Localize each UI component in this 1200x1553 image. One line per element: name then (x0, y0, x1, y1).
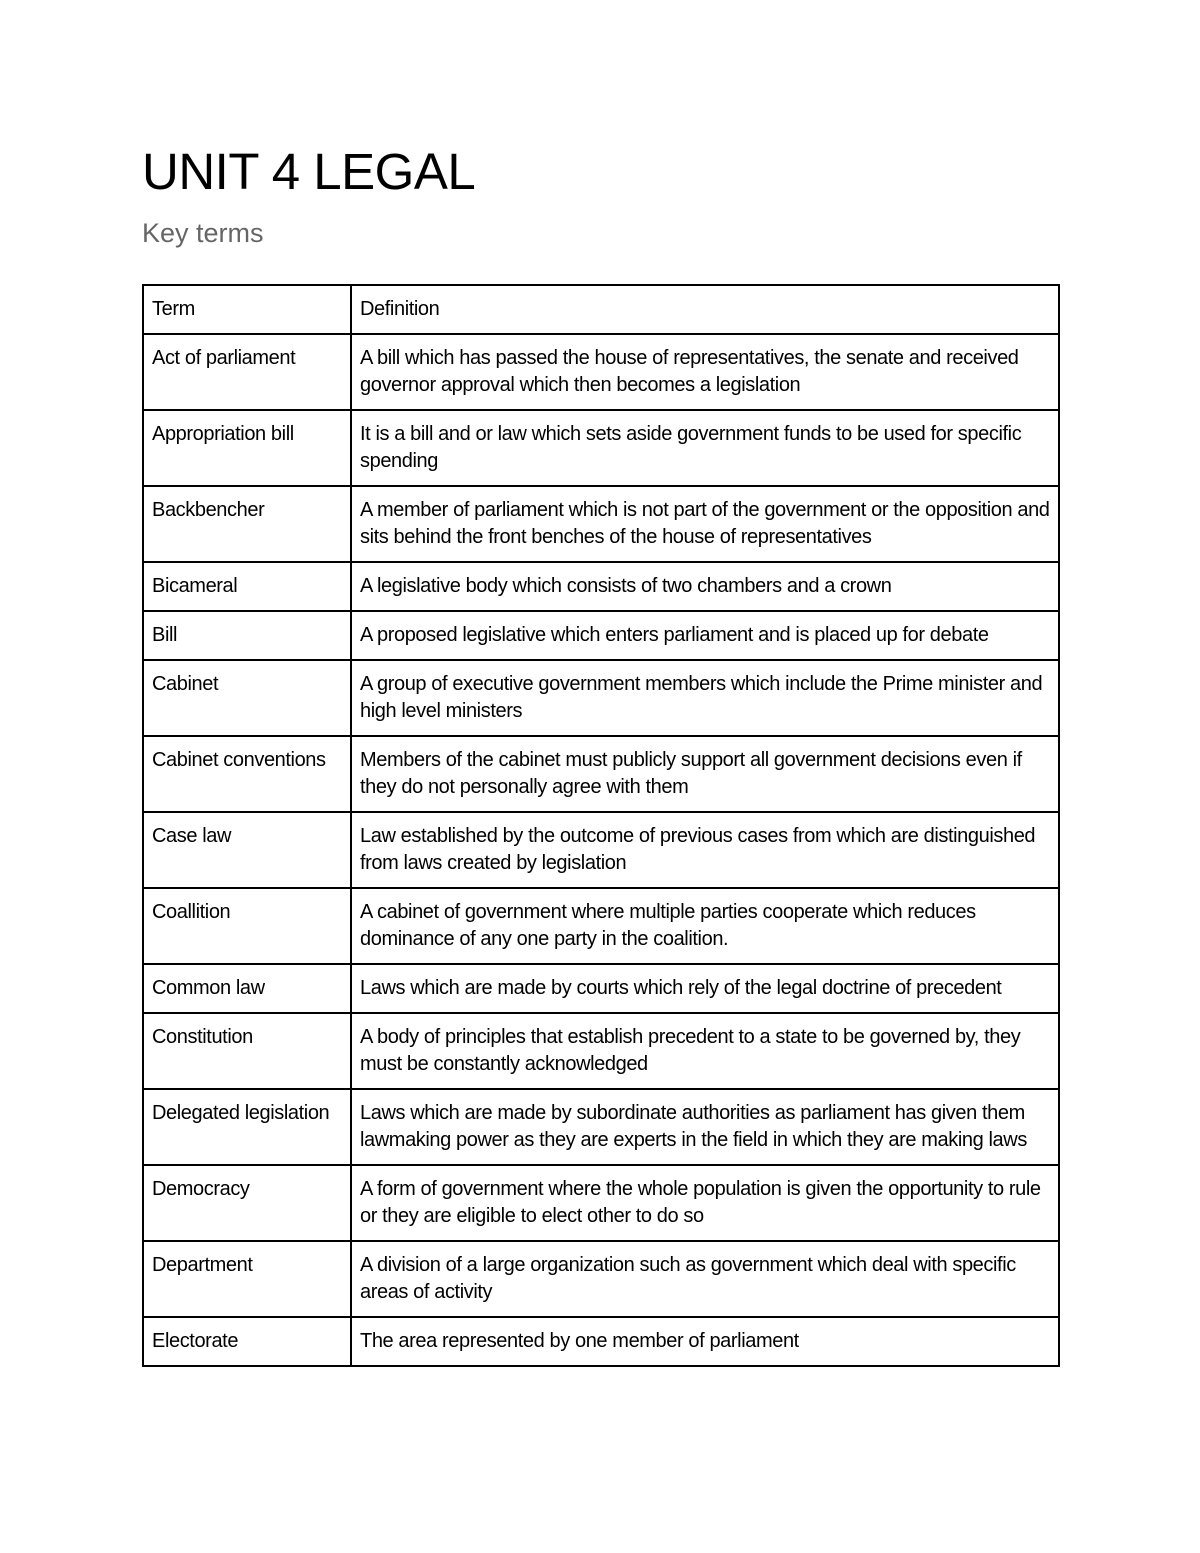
header-term: Term (143, 285, 351, 334)
term-cell: Bill (143, 611, 351, 660)
term-cell: Common law (143, 964, 351, 1013)
table-row (143, 1089, 1059, 1165)
definition-cell: A proposed legislative which enters parliament and is placed up for debate (351, 611, 1059, 660)
header-definition: Definition (351, 285, 1059, 334)
table-row (143, 410, 1059, 486)
table-row (143, 1165, 1059, 1241)
definition-cell: A member of parliament which is not part of the government or the opposition and sits behind the front benches of the house of representatives (351, 486, 1059, 562)
document-title: UNIT 4 LEGAL (142, 143, 476, 200)
term-cell: Cabinet conventions (143, 736, 351, 812)
term-cell: Coallition (143, 888, 351, 964)
table-row (143, 1013, 1059, 1089)
table-row (143, 736, 1059, 812)
table-row (143, 562, 1059, 611)
definition-cell: A legislative body which consists of two chambers and a crown (351, 562, 1059, 611)
term-cell: Appropriation bill (143, 410, 351, 486)
definition-cell: Laws which are made by courts which rely of the legal doctrine of precedent (351, 964, 1059, 1013)
term-cell: Delegated legislation (143, 1089, 351, 1165)
document-subtitle: Key terms (142, 218, 264, 248)
table-row (143, 964, 1059, 1013)
term-cell: Bicameral (143, 562, 351, 611)
definition-cell: A cabinet of government where multiple parties cooperate which reduces dominance of any one party in the coalition. (351, 888, 1059, 964)
term-cell: Constitution (143, 1013, 351, 1089)
definition-cell: Law established by the outcome of previous cases from which are distinguished from laws created by legislation (351, 812, 1059, 888)
definition-cell: A form of government where the whole population is given the opportunity to rule or they are eligible to elect other to do so (351, 1165, 1059, 1241)
term-cell: Democracy (143, 1165, 351, 1241)
key-terms-table-body (143, 285, 1059, 1366)
document-page (142, 140, 1060, 1352)
table-row (143, 660, 1059, 736)
table-row (143, 611, 1059, 660)
definition-cell: A bill which has passed the house of representatives, the senate and received governor approval which then becomes a legislation (351, 334, 1059, 410)
table-row (143, 812, 1059, 888)
definition-cell: Laws which are made by subordinate authorities as parliament has given them lawmaking power as they are experts in the field in which they are making laws (351, 1089, 1059, 1165)
definition-cell: The area represented by one member of parliament (351, 1317, 1059, 1366)
table-header-row (143, 285, 1059, 334)
table-row (143, 486, 1059, 562)
term-cell: Department (143, 1241, 351, 1317)
term-cell: Case law (143, 812, 351, 888)
definition-cell: It is a bill and or law which sets aside government funds to be used for specific spending (351, 410, 1059, 486)
definition-cell: A group of executive government members which include the Prime minister and high level ministers (351, 660, 1059, 736)
definition-cell: Members of the cabinet must publicly support all government decisions even if they do not personally agree with them (351, 736, 1059, 812)
table-row (143, 334, 1059, 410)
definition-cell: A division of a large organization such as government which deal with specific areas of activity (351, 1241, 1059, 1317)
table-row (143, 1317, 1059, 1366)
term-cell: Act of parliament (143, 334, 351, 410)
term-cell: Backbencher (143, 486, 351, 562)
table-row (143, 888, 1059, 964)
table-row (143, 1241, 1059, 1317)
key-terms-table (142, 284, 1060, 1367)
term-cell: Electorate (143, 1317, 351, 1366)
definition-cell: A body of principles that establish precedent to a state to be governed by, they must be constantly acknowledged (351, 1013, 1059, 1089)
term-cell: Cabinet (143, 660, 351, 736)
